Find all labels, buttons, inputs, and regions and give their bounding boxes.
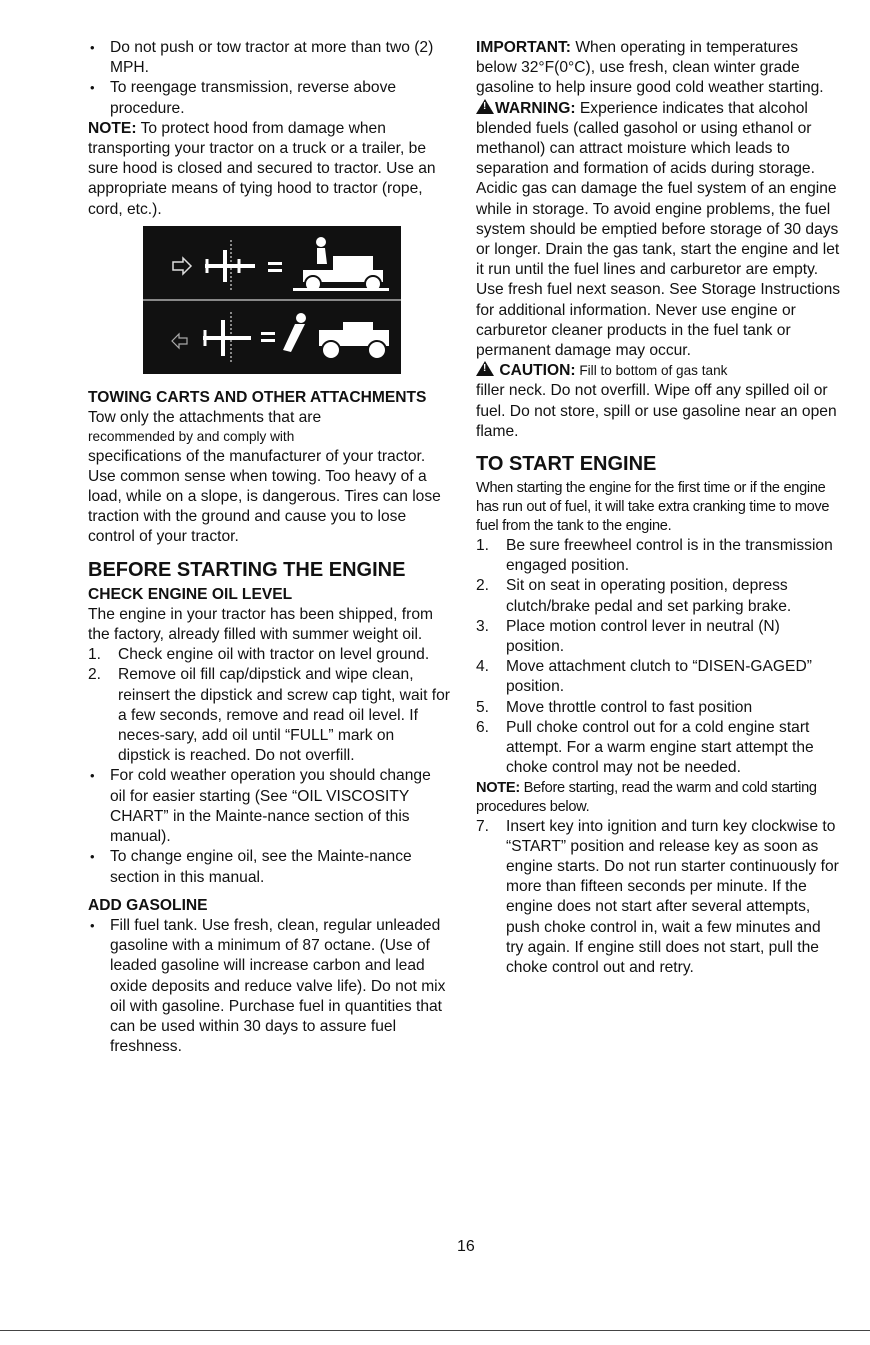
caution-text-small: Fill to bottom of gas tank [575,363,728,379]
before-starting-heading: BEFORE STARTING THE ENGINE [88,558,406,581]
note-paragraph [88,119,450,220]
tractor-forward-icon [293,237,389,292]
oil-step [88,645,450,665]
caution-paragraph [476,361,841,442]
warning-icon [476,99,494,114]
start-intro: When starting the engine for the first time or if the engine has run out of fuel, it will take extra cranking time to move fuel from the tank to the engine. [476,480,830,535]
right-column [476,38,841,978]
oil-intro: The engine in your tractor has been shipped, from the factory, already filled with summer weight oil. [88,605,433,644]
warning-paragraph [476,99,841,362]
step-text: Be sure freewheel control is in the transmission engaged position. [506,537,833,575]
step-text: Insert key into ignition and turn key clockwise to “START” position and release key as soon as engine starts. Do not run starter continuously for more than fifteen seconds per minute. If the engine does not start after several attempts, push choke control in, wait a few minutes and try again. If engine still does not start, pull the choke control out and retry. [506,817,839,976]
step-text: Move attachment clutch to “DISEN-GAGED” position. [506,658,812,696]
step-number: 1. [476,537,490,555]
step-number: 2. [88,666,102,684]
important-text: When operating in temperatures below 32°F(0°C), use fresh, clean winter grade gasoline to help insure good cold weather starting. [476,39,824,97]
transmission-diagram-svg [143,226,401,374]
lever-reverse-icon [203,312,251,362]
oil-heading: CHECK ENGINE OIL LEVEL [88,585,293,603]
towing-line: Tow only the attachments that are [88,409,322,427]
towing-text: specifications of the manufacturer of your tractor. Use common sense when towing. Too heavy of a load, while on a slope, is dangerous. Tires can lose traction with the ground and cause you to lose control of your tractor. [88,447,441,546]
tractor-reverse-icon [283,313,389,359]
important-paragraph [476,38,841,99]
step-text: Place motion control lever in neutral (N) position. [506,617,780,656]
start-step [476,817,841,979]
lever-forward-icon [205,240,255,290]
step-text: Move throttle control to fast position [506,698,753,716]
step-text: Check engine oil with tractor on level ground. [118,646,430,664]
left-column [88,38,450,1057]
warning-label: WARNING: [495,99,576,117]
transmission-diagram [143,226,401,374]
arrow-forward-icon [173,258,191,274]
start-step [476,617,841,657]
step-number: 6. [476,718,490,736]
note-paragraph [476,779,841,817]
arrow-reverse-icon [172,334,187,348]
equals-icon [268,262,282,272]
start-engine-heading: TO START ENGINE [476,453,657,476]
step-number: 3. [476,617,490,635]
gasoline-heading: ADD GASOLINE [88,896,208,914]
bullet-item: • Do not push or tow tractor at more than two (2) MPH. [88,38,450,78]
bullet-item: • To change engine oil, see the Mainte-nance section in this manual. [88,847,450,887]
step-number: 4. [476,658,490,676]
bullet-item: • To reengage transmission, reverse above procedure. [88,78,450,118]
start-step [476,536,841,576]
start-step [476,718,841,779]
caution-label: CAUTION: [499,362,576,380]
step-text: Remove oil fill cap/dipstick and wipe clean, reinsert the dipstick and screw cap tight, wait for a few seconds, remove and read oil level. If neces-sary, add oil until “FULL” mark on dipstick is reached. Do not overfill. [118,666,450,765]
equals-icon [261,332,275,342]
step-number: 7. [476,817,490,835]
oil-step [88,665,450,766]
bullet-item: • Fill fuel tank. Use fresh, clean, regular unleaded gasoline with a minimum of 87 octane. (Use of leaded gasoline will increase carbon and lead oxide deposits and reduce valve life). Do not mix oil with gasoline. Purchase fuel in quantities that can be used within 30 days to assure fuel freshness. [88,916,450,1057]
towing-line-small: recommended by and comply with [88,429,295,445]
start-step [476,576,841,616]
bullet-item: • For cold weather operation you should change oil for easier starting (See “OIL VISCOSITY CHART” in the Mainte-nance section of this manual). [88,766,450,847]
start-step [476,698,841,718]
step-text: Pull choke control out for a cold engine start attempt. For a warm engine start attempt the choke control may not be needed. [506,718,814,777]
bottom-rule [0,1330,870,1331]
note-text: To protect hood from damage when transporting your tractor on a truck or a trailer, be sure hood is closed and secured to tractor. Use an appropriate means of tying hood to tractor (rope, cord, etc.). [88,119,436,218]
note-label: NOTE: [88,119,137,137]
warning-text: Experience indicates that alcohol blended fuels (called gasohol or using ethanol or methanol) can attract moisture which leads to separation and formation of acids during storage. Acidic gas can damage the fuel system of an engine while in storage. To avoid engine problems, the fuel system should be emptied before storage of 30 days or longer. Drain the gas tank, start the engine and let it run until the fuel lines and carburetor are empty. Use fresh fuel next season. See Storage Instructions for additional information. Never use engine or carburetor cleaner products in the fuel tank or permanent damage may occur. [476,99,841,360]
important-label: IMPORTANT: [476,39,571,56]
towing-heading: TOWING CARTS AND OTHER ATTACHMENTS [88,388,427,406]
step-number: 1. [88,646,102,664]
caution-icon [476,361,494,376]
step-number: 2. [476,577,490,595]
page-number: 16 [457,1238,475,1255]
note-text: Before starting, read the warm and cold starting procedures below. [476,779,817,815]
note-label: NOTE: [476,779,520,796]
caution-text: filler neck. Do not overfill. Wipe off any spilled oil or fuel. Do not store, spill or use gasoline near an open flame. [476,382,837,440]
step-number: 5. [476,698,490,716]
step-text: Sit on seat in operating position, depress clutch/brake pedal and set parking brake. [506,577,792,615]
start-step [476,657,841,697]
